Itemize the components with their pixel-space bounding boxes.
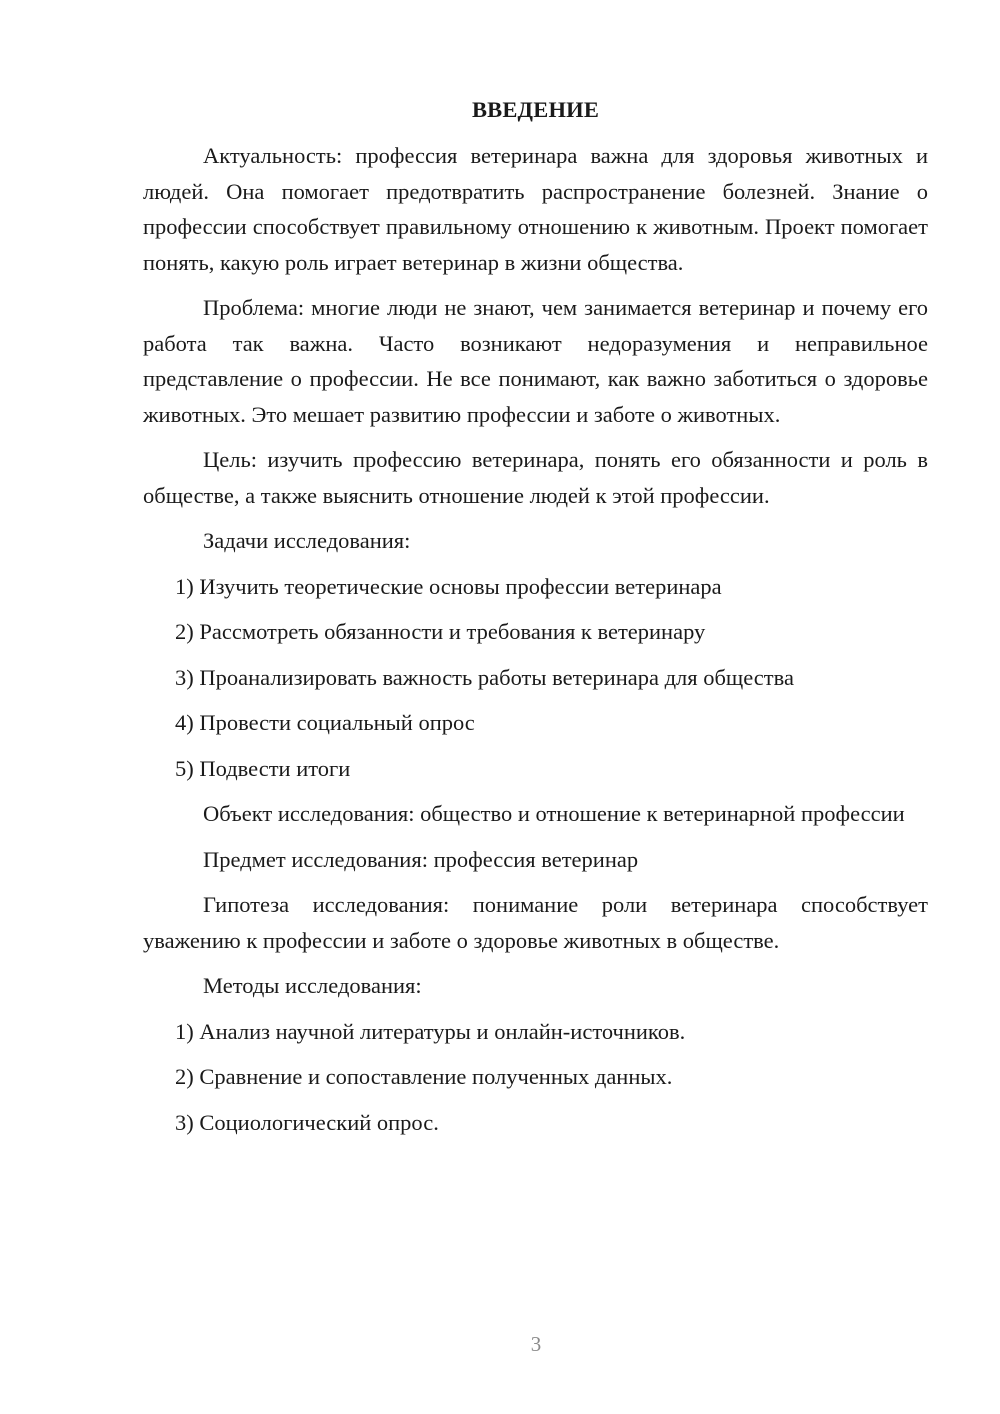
methods-heading: Методы исследования:: [203, 973, 422, 998]
object-paragraph: Объект исследования: общество и отношение к ветеринарной профессии: [203, 801, 905, 826]
page-number: 3: [530, 1332, 542, 1356]
list-item: 4) Провести социальный опрос: [175, 710, 475, 735]
list-item: 1) Анализ научной литературы и онлайн-источников.: [175, 1018, 686, 1044]
tasks-list: [143, 569, 928, 787]
list-item: 3) Проанализировать важность работы ветеринара для общества: [175, 664, 794, 690]
tasks-heading: Задачи исследования:: [203, 528, 411, 553]
actuality-paragraph: Актуальность: профессия ветеринара важна для здоровья животных и людей. Она помогает предотвратить распространение болезней. Знание о профессии способствует правильному отношению к животным. Проект помогает понять, какую роль играет ветеринар в жизни общества.: [143, 143, 928, 275]
problem-paragraph: Проблема: многие люди не знают, чем занимается ветеринар и почему его работа так важна. Часто возникают недоразумения и неправильное представление о профессии. Не все понимают, как важно заботиться о здоровье животных. Это мешает развитию профессии и заботе о животных.: [143, 295, 928, 427]
list-item: 2) Сравнение и сопоставление полученных данных.: [175, 1064, 673, 1089]
hypothesis-paragraph: Гипотеза исследования: понимание роли ветеринара способствует уважению к профессии и заботе о здоровье животных в обществе.: [143, 892, 928, 953]
list-item: 2) Рассмотреть обязанности и требования к ветеринару: [175, 619, 706, 644]
list-item: 5) Подвести итоги: [175, 755, 351, 781]
methods-list: [143, 1014, 928, 1141]
list-item: 3) Социологический опрос.: [175, 1109, 439, 1135]
goal-paragraph: Цель: изучить профессию ветеринара, понять его обязанности и роль в обществе, а также выяснить отношение людей к этой профессии.: [143, 447, 928, 508]
list-item: 1) Изучить теоретические основы профессии ветеринара: [175, 573, 722, 599]
document-page: [143, 92, 928, 1140]
page-title: ВВЕДЕНИЕ: [471, 97, 600, 122]
subject-paragraph: Предмет исследования: профессия ветеринар: [203, 846, 639, 872]
